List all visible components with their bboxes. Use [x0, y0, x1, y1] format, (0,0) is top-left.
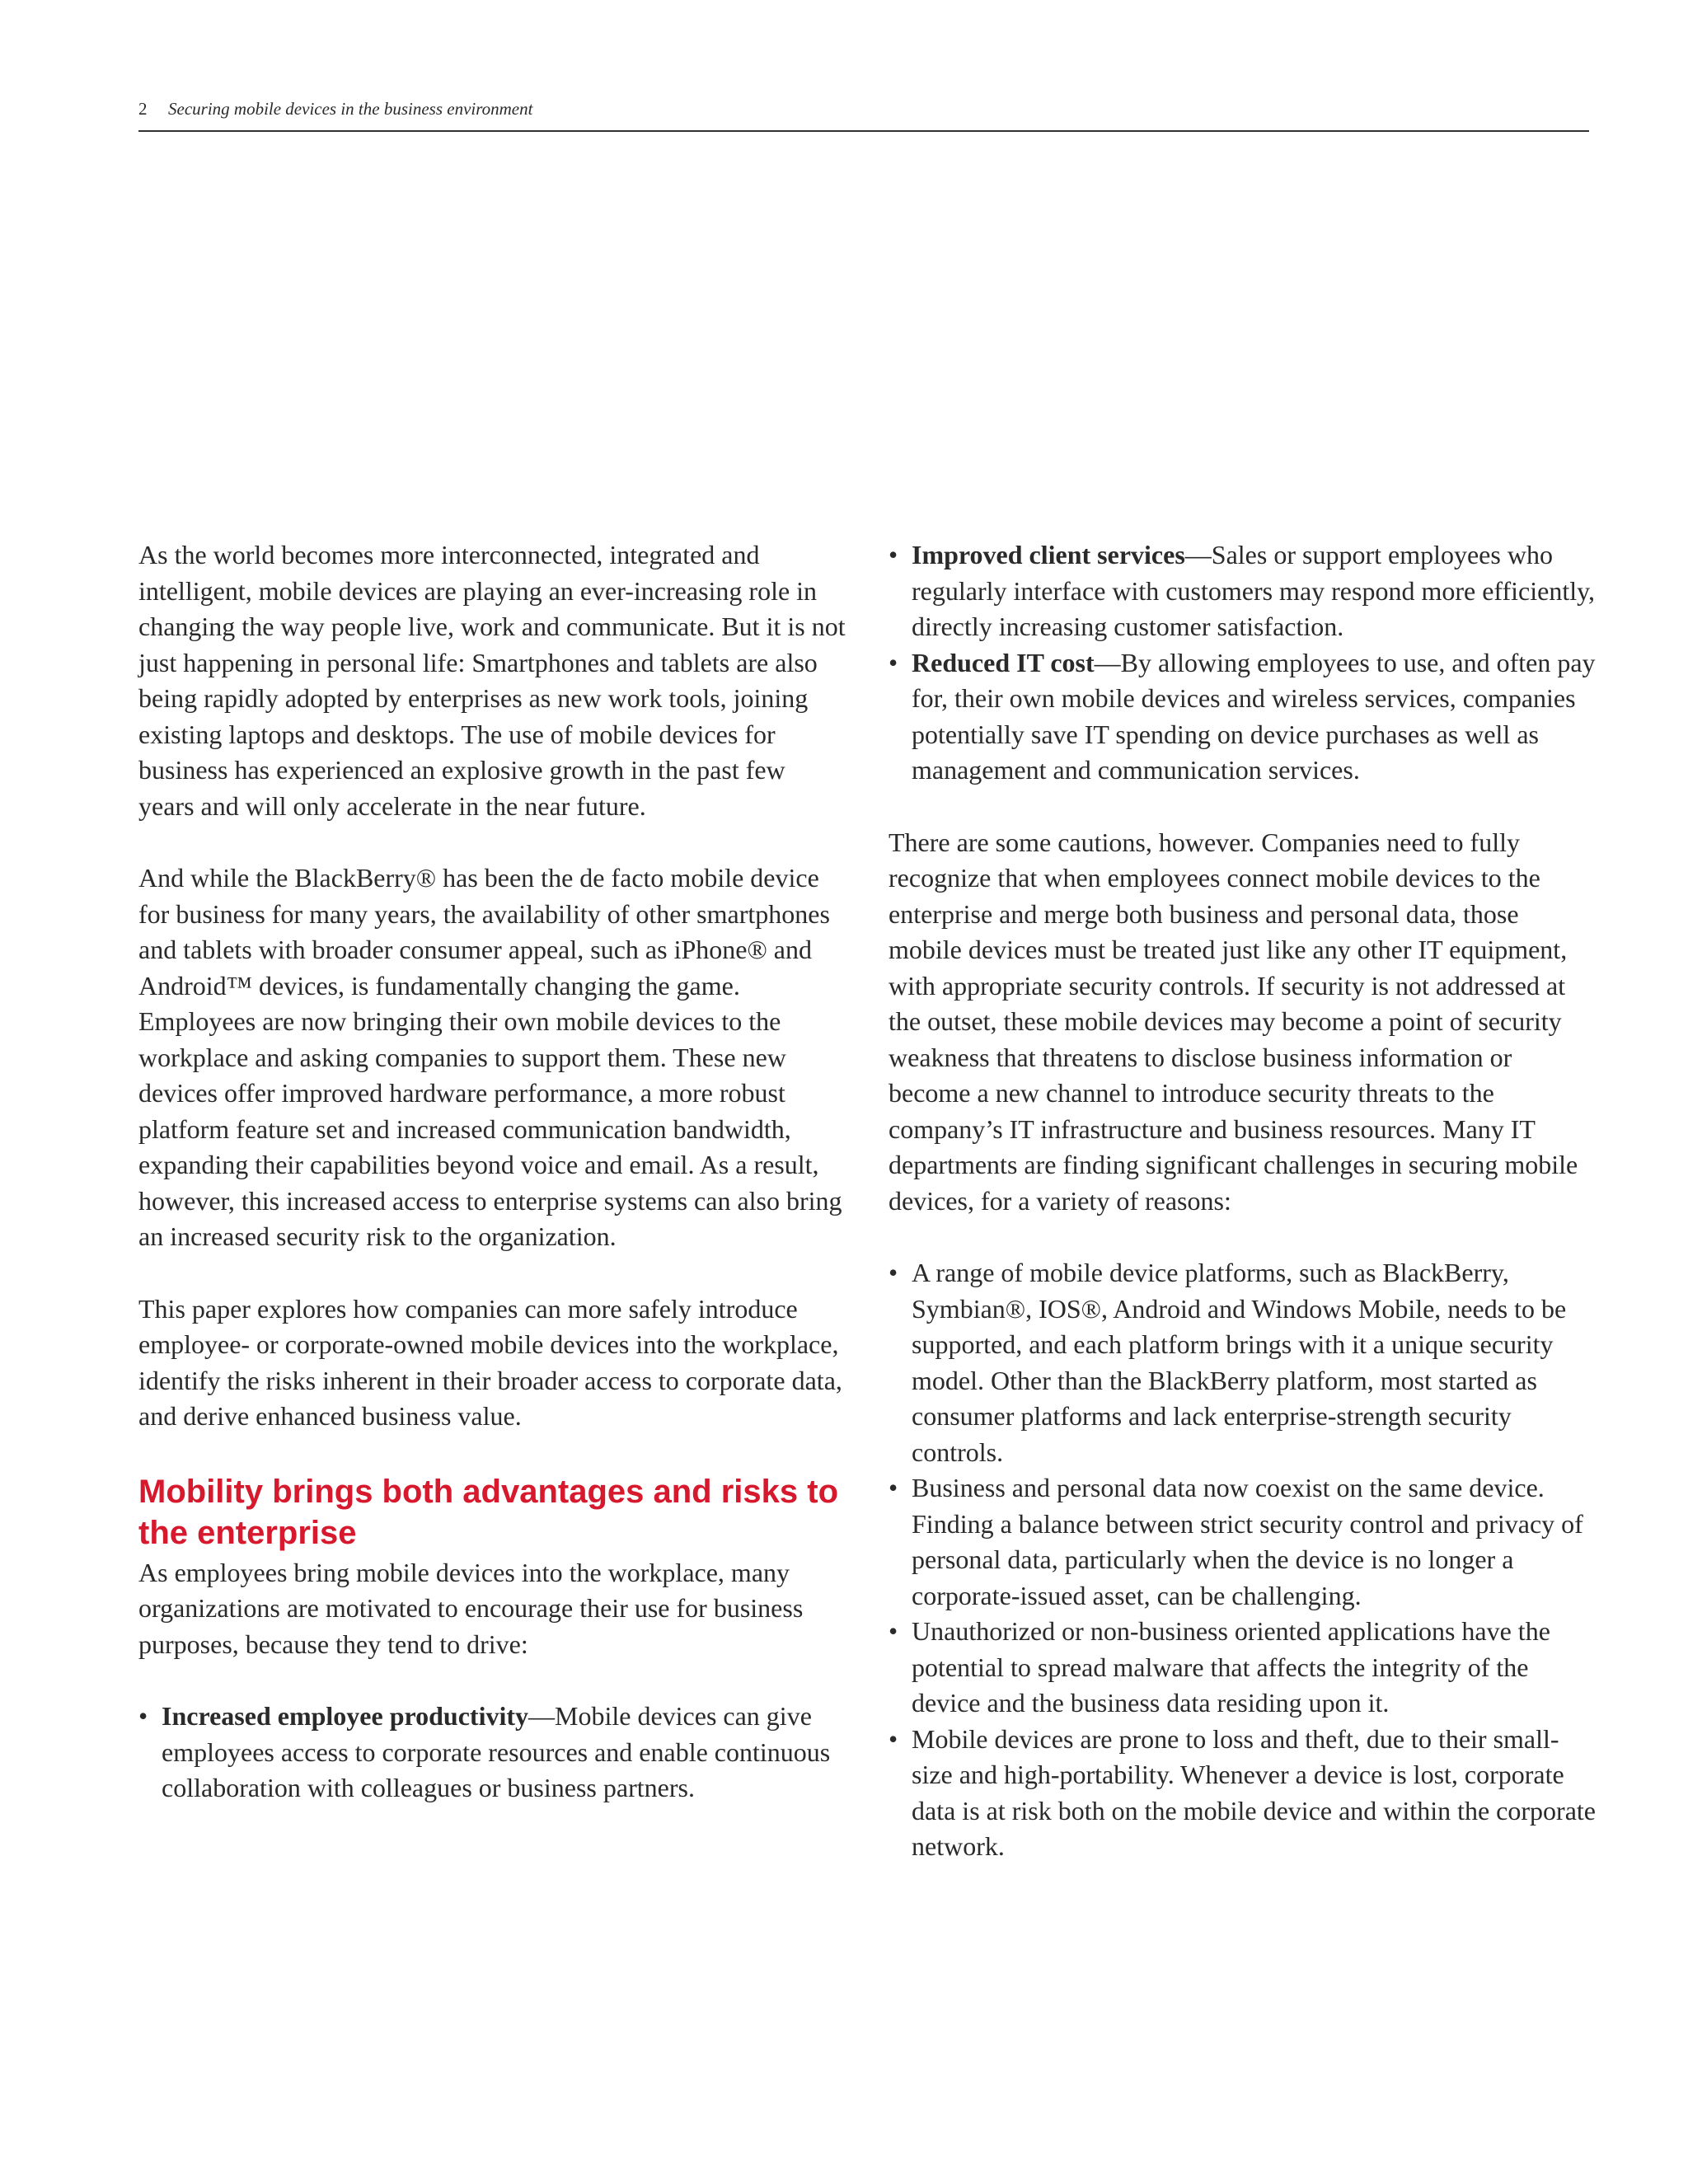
page-header [138, 94, 1589, 132]
left-column [138, 537, 847, 1843]
right-column [889, 537, 1597, 1901]
list-item-term: Reduced IT cost [912, 647, 1095, 677]
advantages-list-continued [889, 537, 1597, 789]
list-item [889, 1470, 1597, 1614]
paper-scope-paragraph: This paper explores how companies can more safely introduce employee- or corporate-owned mobile devices into the workplace, identify the risks inherent in their broader access to corporate data, and derive enhanced business value. [138, 1293, 842, 1431]
running-title: Securing mobile devices in the business environment [168, 99, 533, 119]
bullet-icon: • [138, 1701, 148, 1731]
list-item-text: Business and personal data now coexist on the same device. Finding a balance between strict security control and privacy of personal data, particularly when the device is no longer a corporate-issued asset, can be challenging. [912, 1473, 1583, 1610]
bullet-icon: • [889, 647, 898, 677]
bullet-icon: • [889, 1616, 898, 1646]
list-item-text: Unauthorized or non-business oriented applications have the potential to spread malware that affects the integrity of the device and the business data residing upon it. [912, 1616, 1550, 1718]
list-item-text: —Mobile devices can give employees access to corporate resources and enable continuous collaboration with colleagues or business partners. [162, 1701, 831, 1802]
list-item [889, 645, 1597, 789]
list-item-term: Improved client services [912, 540, 1185, 569]
intro-paragraph: As the world becomes more interconnected, integrated and intelligent, mobile devices are playing an ever-increasing role in changing the way people live, work and communicate. But it is not just happening in personal life: Smartphones and tablets are also being rapidly adopted by enterprises as new work tools, joining existing laptops and desktops. The use of mobile devices for business has experienced an explosive growth in the past few years and will only accelerate in the near future. [138, 540, 846, 821]
bullet-icon: • [889, 540, 898, 569]
list-item [889, 1255, 1597, 1470]
list-item-text: —Sales or support employees who regularly interface with customers may respond more efficiently, directly increasing customer satisfaction. [912, 540, 1596, 641]
list-item [889, 537, 1597, 645]
list-item [138, 1699, 847, 1807]
list-item-text: Mobile devices are prone to loss and theft, due to their small-size and high-portability. Whenever a device is lost, corporate data is at risk both on the mobile device and within the corporate network. [912, 1723, 1596, 1861]
list-item-term: Increased employee productivity [162, 1701, 528, 1731]
list-item [889, 1614, 1597, 1722]
cautions-paragraph: There are some cautions, however. Companies need to fully recognize that when employees connect mobile devices to the enterprise and merge both business and personal data, those mobile devices must be treated just like any other IT equipment, with appropriate security controls. If security is not addressed at the outset, these mobile devices may become a point of security weakness that threatens to disclose business information or become a new channel to introduce security threats to the company’s IT infrastructure and business resources. Many IT departments are finding significant challenges in securing mobile devices, for a variety of reasons: [889, 827, 1578, 1216]
advantages-list [138, 1699, 847, 1807]
bullet-icon: • [889, 1473, 898, 1502]
security-challenges-list [889, 1255, 1597, 1865]
bullet-icon: • [889, 1723, 898, 1754]
section-intro-paragraph: As employees bring mobile devices into the workplace, many organizations are motivated to encourage their use for business purposes, because they tend to drive: [138, 1557, 804, 1659]
page-number: 2 [138, 99, 148, 119]
bullet-icon: • [889, 1258, 898, 1287]
blackberry-paragraph: And while the BlackBerry® has been the de facto mobile device for business for many years, the availability of other smartphones and tablets with broader consumer appeal, such as iPhone® and Android™ devices, is fundamentally changing the game. Employees are now bringing their own mobile devices to the workplace and asking companies to support them. These new devices offer improved hardware performance, a more robust platform feature set and increased communication bandwidth, expanding their capabilities beyond voice and email. As a result, however, this increased access to enterprise systems can also bring an increased security risk to the organization. [138, 863, 842, 1251]
list-item-text: —By allowing employees to use, and often pay for, their own mobile devices and wireless services, companies potentially save IT spending on device purchases as well as management and communication services. [912, 647, 1596, 785]
list-item-text: A range of mobile device platforms, such as BlackBerry, Symbian®, IOS®, Android and Windows Mobile, needs to be supported, and each platform brings with it a unique security model. Other than the BlackBerry platform, most started as consumer platforms and lack enterprise-strength security controls. [912, 1258, 1567, 1467]
section-heading: Mobility brings both advantages and risks to the enterprise [138, 1473, 839, 1551]
list-item [889, 1722, 1597, 1865]
